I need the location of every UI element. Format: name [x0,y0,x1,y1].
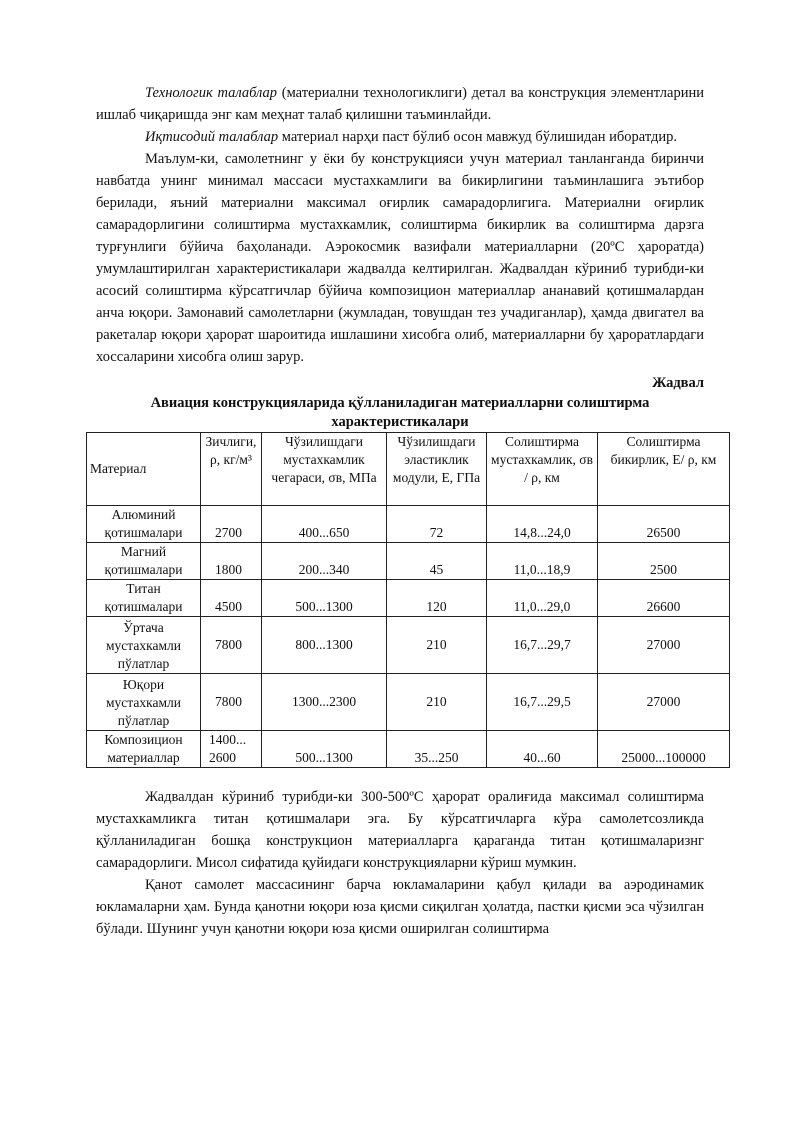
document-page [90,82,717,940]
header-material: Материал [87,433,201,506]
materials-table [86,432,730,768]
table-row: Титан қотишмалари 4500 500...1300 120 11,0...29,0 26600 [87,580,730,617]
term-economic: Иқтисодий талаблар [145,129,279,145]
header-specific-strength: Солиштирма мустахкамлик, σв / ρ, км [487,433,598,506]
header-elastic-modulus: Чўзилишдаги эластиклик модули, Е, ГПа [387,433,487,506]
table-row: Магний қотишмалари 1800 200...340 45 11,0...18,9 2500 [87,543,730,580]
header-tensile-strength: Чўзилишдаги мустахкамлик чегараси, σв, МПа [262,433,387,506]
paragraph-economic: Иқтисодий талаблар материал нарҳи паст бўлиб осон мавжуд бўлишидан иборатдир. [145,129,678,145]
table-row: Алюминий қотишмалари 2700 400...650 72 14,8...24,0 26500 [87,506,730,543]
table-row: Юқори мустахкамли пўлатлар 7800 1300...2300 210 16,7...29,5 27000 [87,674,730,731]
table-header-row [87,433,730,506]
table-row: Композицион материаллар 1400... 2600 500...1300 35...250 40...60 25000...100000 [87,731,730,768]
paragraph-material-selection: Маълум-ки, самолетнинг у ёки бу конструкцияси учун материал танланганда биринчи навбатда унинг минимал массаси мустахкамлиги ва бикирлигини таъминлашига эътибор берилади, яъний материални максимал оғирлик самарадорлигига. Материални оғирлик самарадорлигини солиштирма мустахкамлик, солиштирма бикирлик ва солиштирма дарзга турғунлиги бўйича баҳоланади. Аэрокосмик вазифали материалларни (20ºС ҳароратда) умумлаштирилган характеристикалари жадвалда келтирилган. Жадвалдан кўриниб турибди-ки асосий солиштирма кўрсатгичлар бўйича композицион материаллар ананавий қотишмалардан анча юқори. Замонавий самолетларни (жумладан, товушдан тез учадиганлар), ҳамда двигател ва ракеталар юқори ҳарорат шароитида ишлашини хисобга олиб, материалларни бу ҳароратлардаги хоссаларини хисобга олиш зарур. [96,151,704,365]
term-technological: Технологик талаблар [145,85,278,101]
table-row: Ўртача мустахкамли пўлатлар 7800 800...1300 210 16,7...29,7 27000 [87,617,730,674]
paragraph-technological: Технологик талаблар (материални технологиклиги) детал ва конструкция элементларини ишлаб чиқаришда энг кам меҳнат талаб қилишни таъминлайди. [96,85,704,123]
header-specific-stiffness: Солиштирма бикирлик, Е/ ρ, км [598,433,730,506]
paragraph-wing: Қанот самолет массасининг барча юкламаларини қабул қилади ва аэродинамик юкламаларни ҳам. Бунда қанотни юқори юза қисми сиқилган ҳолатда, пастки қисми эса чўзилган бўлади. Шунинг учун қанотни юқори юза қисми оширилган солиштирма [96,877,704,937]
header-density: Зичлиги, ρ, кг/м³ [201,433,262,506]
paragraph-titanium: Жадвалдан кўриниб турибди-ки 300-500ºС ҳарорат оралиғида максимал солиштирма мустахкамликга титан қотишмалари эга. Бу кўрсатгичларга кўра самолетсозликда қўлланиладиган бошқа конструкцион материалларга қараганда титан қотишмаларизнг самарадорлиги. Мисол сифатида қуйидаги конструкцияларни кўриш мумкин. [96,789,704,871]
table-title: Авиация конструкцияларида қўлланиладиган материалларни солиштирма характеристикалари [150,395,650,430]
table-label: Жадвал [652,375,704,391]
